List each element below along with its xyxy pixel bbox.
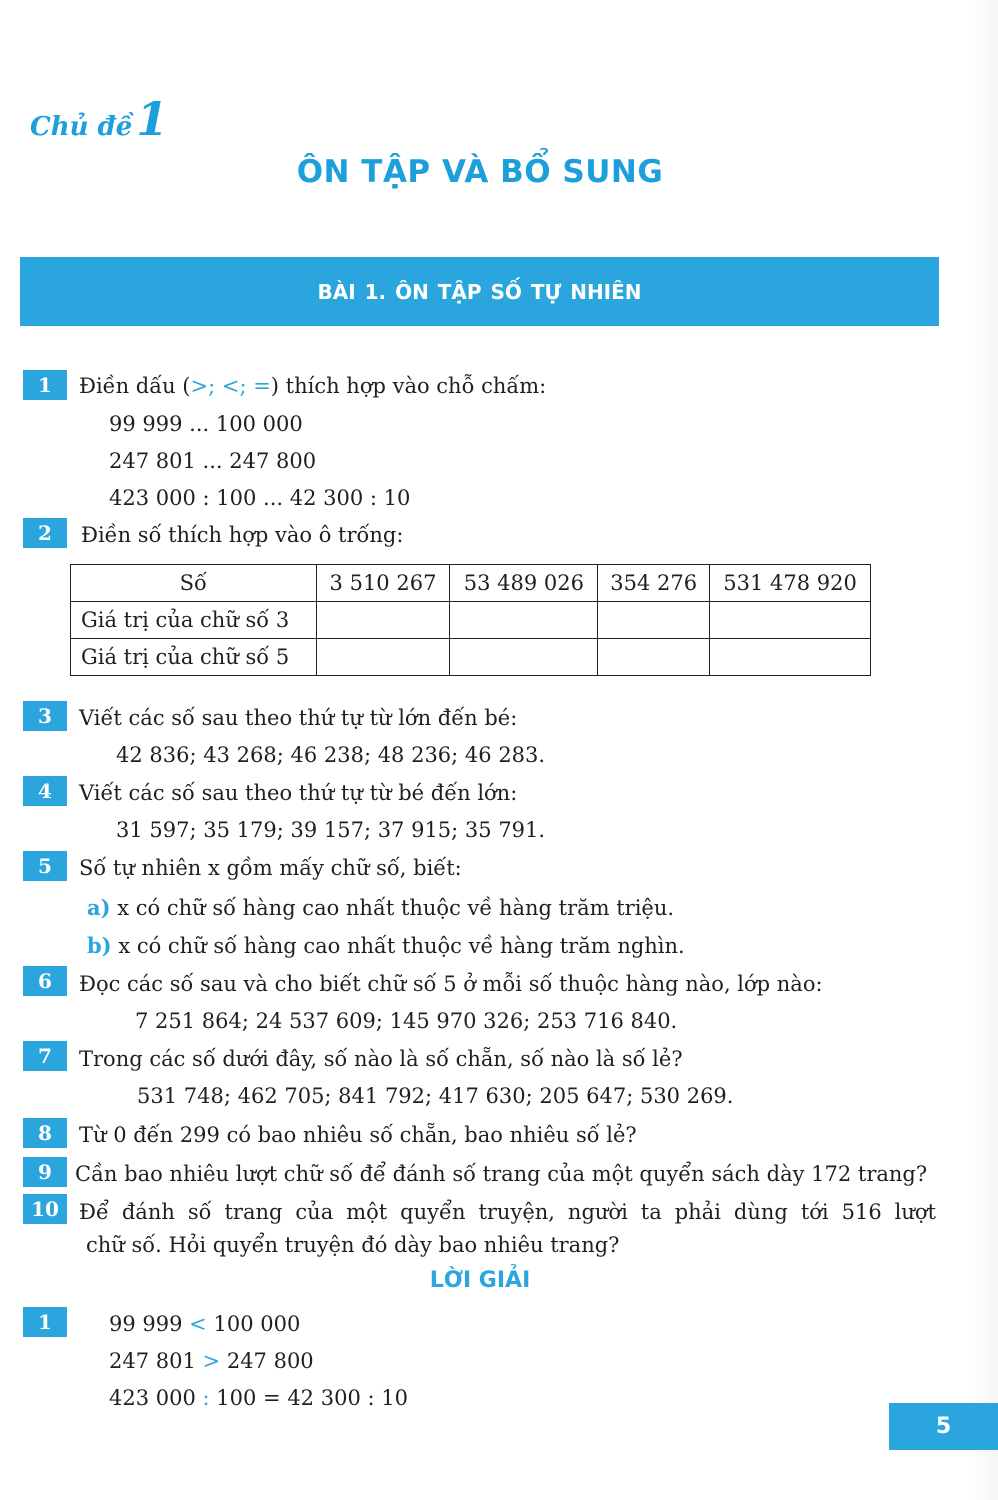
exercise-5-part-b: b) x có chữ số hàng cao nhất thuộc về hàng trăm nghìn. [87,933,685,958]
topic-label: Chủ đề1 [30,92,169,146]
exercise-number-badge: 7 [23,1041,67,1071]
exercise-7-prompt: Trong các số dưới đây, số nào là số chẵn, số nào là số lẻ? [79,1047,683,1071]
table-blank-cell[interactable] [316,639,450,676]
table-blank-cell[interactable] [598,639,710,676]
table-blank-cell[interactable] [710,639,871,676]
solution-1-line: 99 999 < 100 000 [109,1312,301,1336]
table-blank-cell[interactable] [710,602,871,639]
solutions-heading: LỜI GIẢI [429,1268,531,1293]
lesson-banner [20,257,939,326]
comparison-sign: < [189,1312,207,1336]
exercise-3-prompt: Viết các số sau theo thứ tự từ lớn đến bé: [79,706,518,730]
table-row-label: Giá trị của chữ số 3 [71,602,317,639]
table-blank-cell[interactable] [598,602,710,639]
exercise-6-numbers: 7 251 864; 24 537 609; 145 970 326; 253 716 840. [135,1009,678,1033]
exercise-5-part-a: a) x có chữ số hàng cao nhất thuộc về hàng trăm triệu. [87,895,675,920]
table-blank-cell[interactable] [450,639,598,676]
table-header-cell: Số [71,565,317,602]
exercise-10-prompt-line-1: Để đánh số trang của một quyển truyện, người ta phải dùng tới 516 lượt [79,1200,936,1224]
page-edge-shadow [968,0,998,1500]
comparison-signs: >; <; = [190,374,271,398]
part-b-label: b) [87,933,112,958]
topic-number: 1 [136,92,169,146]
place-value-table [70,564,871,676]
exercise-number-badge: 4 [23,776,67,806]
exercise-number-badge: 6 [23,966,67,996]
solution-1-line: 247 801 > 247 800 [109,1349,314,1373]
exercise-number-badge: 2 [23,518,67,548]
table-blank-cell[interactable] [450,602,598,639]
table-header-cell: 3 510 267 [316,565,450,602]
exercise-2-prompt: Điền số thích hợp vào ô trống: [81,523,404,547]
exercise-5-prompt: Số tự nhiên x gồm mấy chữ số, biết: [79,856,462,880]
table-header-cell: 53 489 026 [450,565,598,602]
solution-1-line: 423 000 : 100 = 42 300 : 10 [109,1386,408,1410]
exercise-8-prompt: Từ 0 đến 299 có bao nhiêu số chẵn, bao nhiêu số lẻ? [79,1123,637,1147]
part-a-label: a) [87,895,111,920]
table-row [71,602,871,639]
exercise-9-prompt: Cần bao nhiêu lượt chữ số để đánh số trang của một quyển sách dày 172 trang? [75,1162,928,1186]
table-row [71,639,871,676]
exercise-number-badge: 3 [23,701,67,731]
table-header-cell: 531 478 920 [710,565,871,602]
solution-number-badge: 1 [23,1307,67,1337]
exercise-7-numbers: 531 748; 462 705; 841 792; 417 630; 205 647; 530 269. [137,1084,734,1108]
exercise-3-numbers: 42 836; 43 268; 46 238; 48 236; 46 283. [116,743,546,767]
table-header-row [71,565,871,602]
exercise-4-prompt: Viết các số sau theo thứ tự từ bé đến lớn: [79,781,518,805]
page-number: 5 [889,1403,998,1450]
exercise-1-line: 247 801 ... 247 800 [109,449,317,473]
exercise-number-badge: 9 [23,1157,67,1187]
exercise-1-prompt: Điền dấu (>; <; =) thích hợp vào chỗ chấm: [79,374,547,398]
exercise-6-prompt: Đọc các số sau và cho biết chữ số 5 ở mỗi số thuộc hàng nào, lớp nào: [79,972,823,996]
comparison-sign: > [202,1349,221,1373]
exercise-4-numbers: 31 597; 35 179; 39 157; 37 915; 35 791. [116,818,546,842]
table-row-label: Giá trị của chữ số 5 [71,639,317,676]
lesson-title: BÀI 1. ÔN TẬP SỐ TỰ NHIÊN [317,279,642,304]
exercise-1-line: 99 999 ... 100 000 [109,412,303,436]
exercise-1-line: 423 000 : 100 ... 42 300 : 10 [109,486,411,510]
division-sign: : [202,1386,210,1410]
exercise-10-prompt-line-2: chữ số. Hỏi quyển truyện đó dày bao nhiêu trang? [86,1233,620,1257]
chapter-title: ÔN TẬP VÀ BỔ SUNG [296,154,664,190]
exercise-number-badge: 10 [23,1194,67,1224]
table-blank-cell[interactable] [316,602,450,639]
exercise-number-badge: 5 [23,851,67,881]
exercise-number-badge: 8 [23,1118,67,1148]
exercise-number-badge: 1 [23,370,67,400]
table-header-cell: 354 276 [598,565,710,602]
